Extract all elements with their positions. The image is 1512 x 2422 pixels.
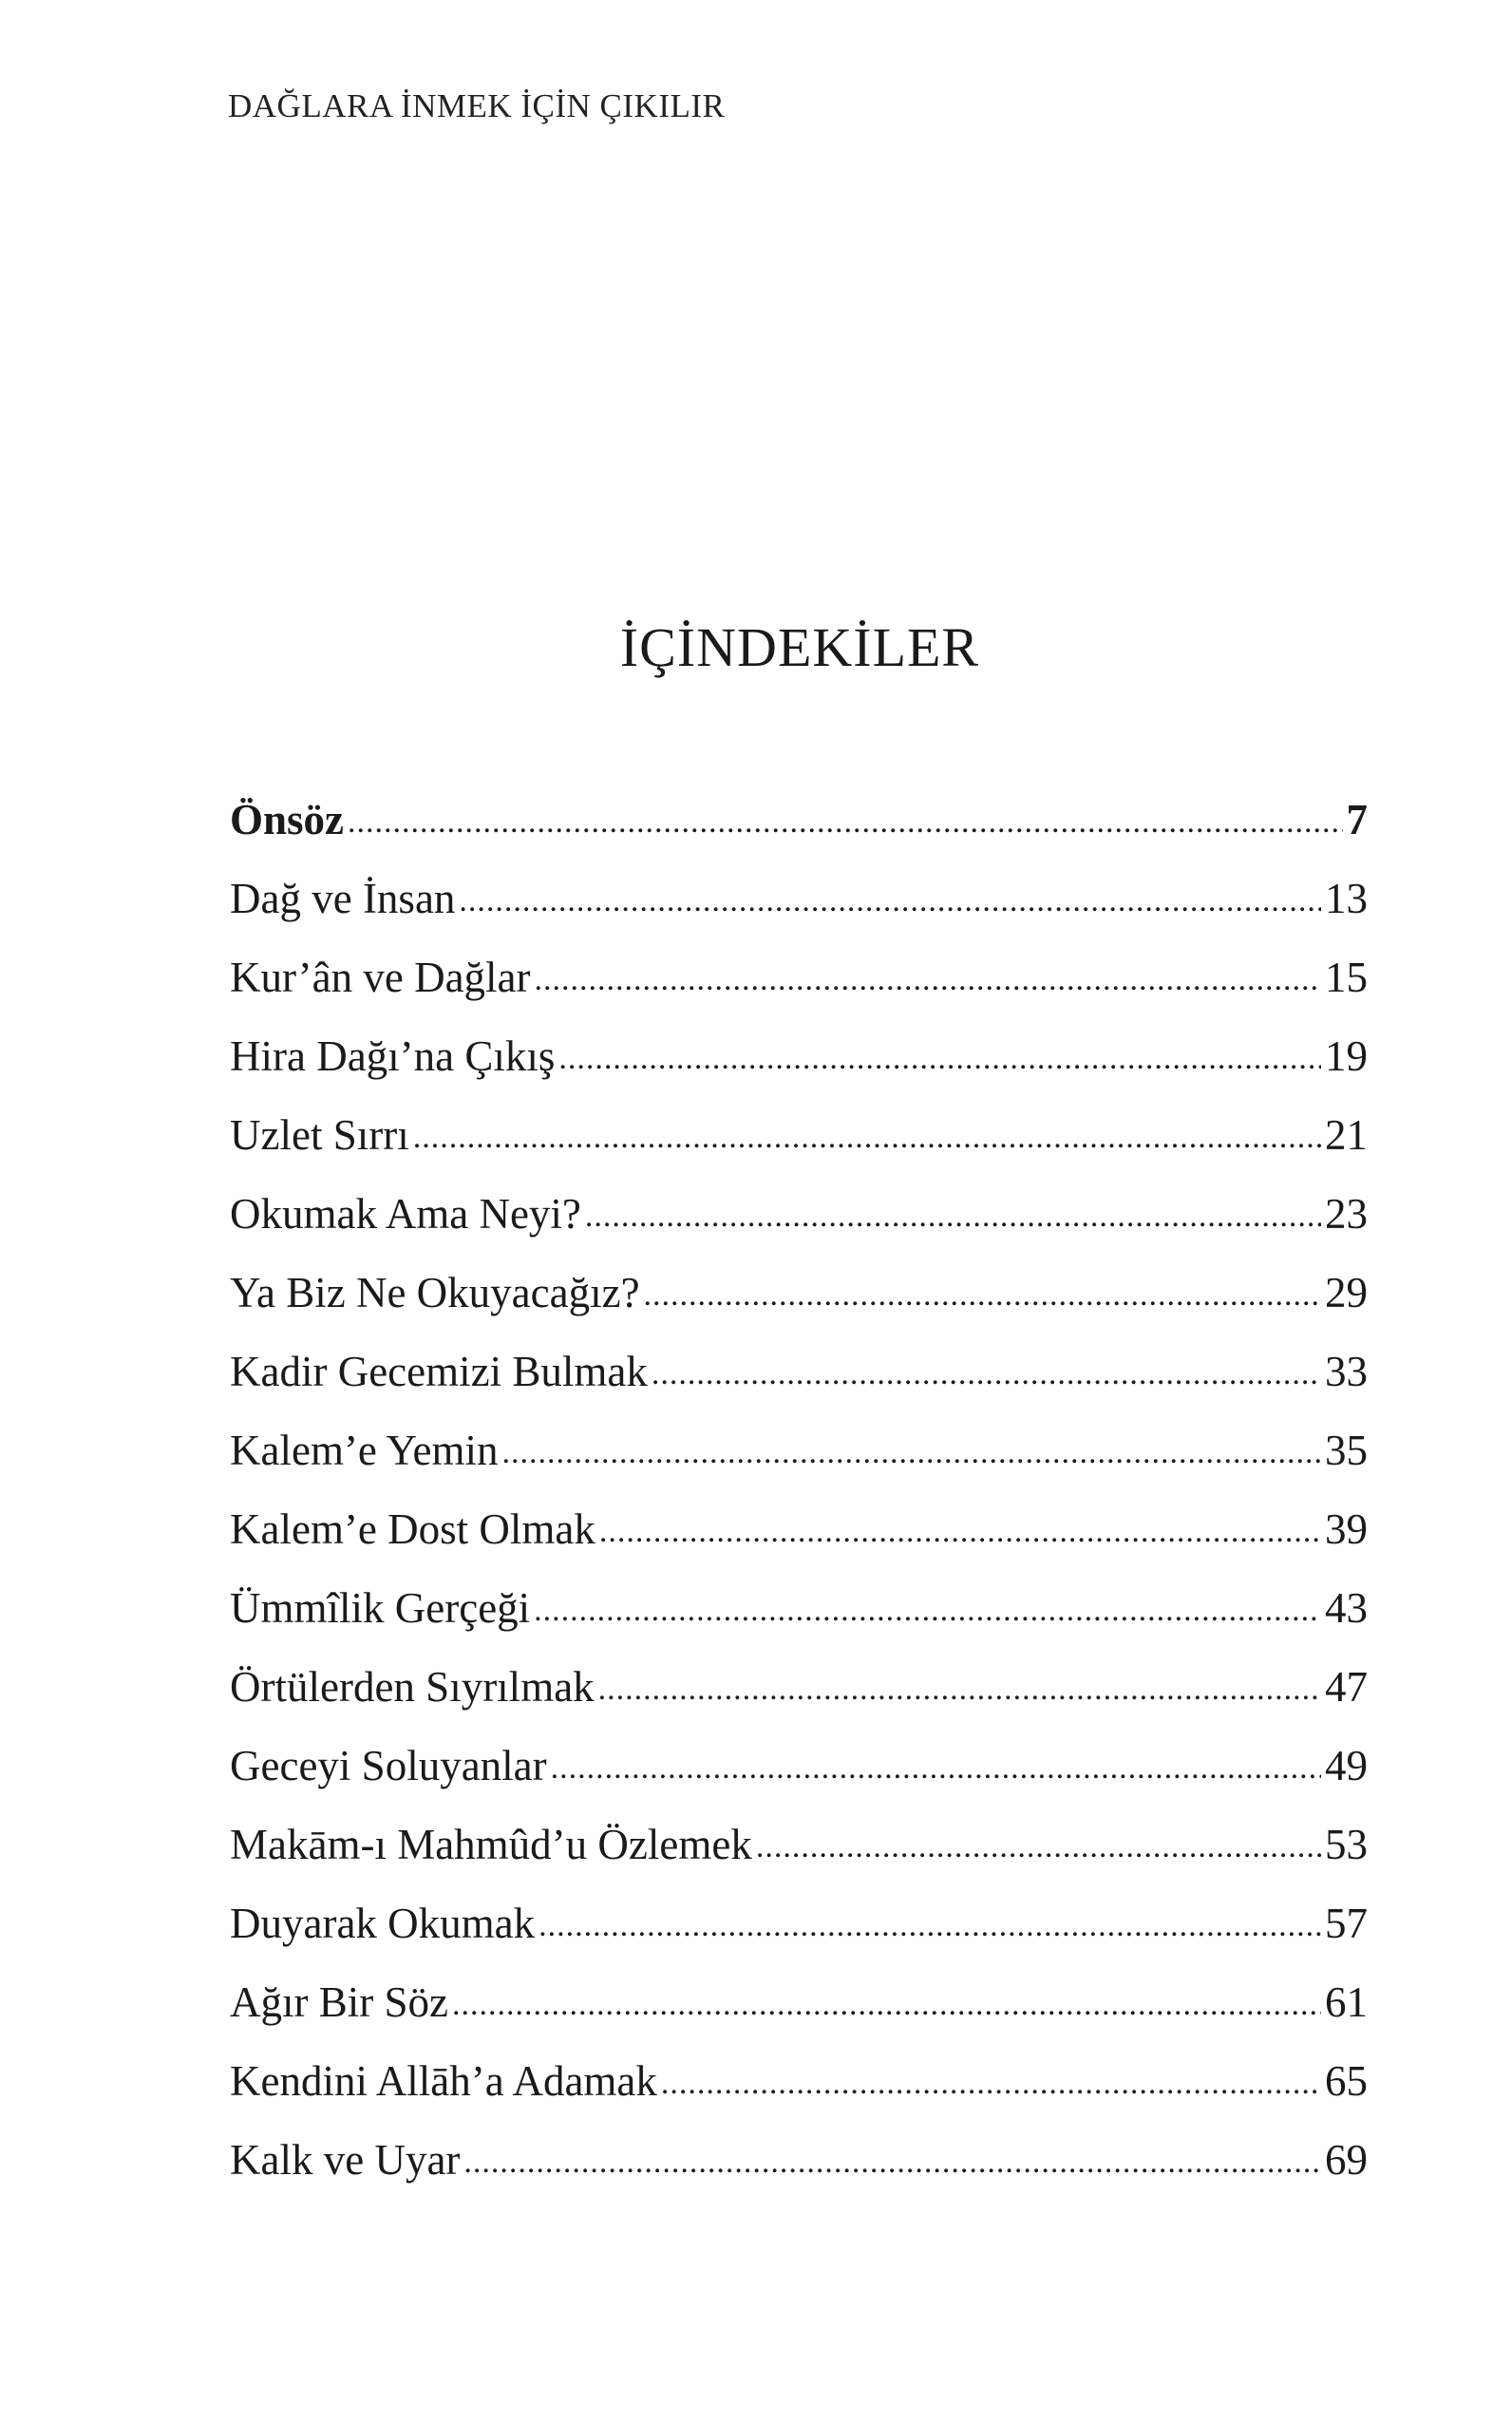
toc-entry	[230, 1028, 1368, 1107]
dot-leader	[599, 1499, 1321, 1561]
toc-entry	[230, 1501, 1368, 1580]
dot-leader	[534, 1578, 1321, 1639]
toc-entry-title: Kalk ve Uyar	[230, 2136, 461, 2184]
toc-entry-title: Örtülerden Sıyrılmak	[230, 1663, 595, 1711]
page-title: İÇİNDEKİLER	[619, 616, 980, 678]
toc-entry-page: 23	[1325, 1190, 1368, 1238]
toc-entry-page: 15	[1325, 954, 1368, 1001]
toc-entry	[230, 791, 1368, 870]
toc-entry	[230, 1185, 1368, 1264]
dot-leader	[551, 1735, 1321, 1797]
dot-leader	[661, 2051, 1321, 2112]
toc-entry-title: Önsöz	[230, 796, 345, 843]
toc-entry-page: 47	[1325, 1663, 1368, 1711]
dot-leader	[598, 1656, 1321, 1718]
dot-leader	[585, 1183, 1321, 1245]
toc-entry	[230, 870, 1368, 949]
toc-entry	[230, 2131, 1368, 2210]
dot-leader	[459, 868, 1321, 930]
toc-entry-page: 35	[1325, 1427, 1368, 1474]
toc-entry-title: Kalem’e Yemin	[230, 1427, 499, 1474]
toc-entry	[230, 1816, 1368, 1895]
toc-entry-page: 7	[1346, 796, 1368, 843]
toc-entry-title: Hira Dağı’na Çıkış	[230, 1032, 556, 1080]
toc-entry-page: 61	[1325, 1978, 1368, 2026]
dot-leader	[413, 1105, 1321, 1166]
toc-entry-page: 43	[1325, 1584, 1368, 1632]
toc-entry-title: Okumak Ama Neyi?	[230, 1190, 581, 1238]
dot-leader	[501, 1420, 1321, 1482]
toc-entry-title: Kur’ân ve Dağlar	[230, 954, 531, 1001]
toc-entry	[230, 1264, 1368, 1343]
toc-entry-page: 65	[1325, 2057, 1368, 2105]
toc-entry	[230, 1343, 1368, 1422]
toc-entry-page: 57	[1325, 1900, 1368, 1947]
toc-entry	[230, 1974, 1368, 2053]
toc-entry-title: Ya Biz Ne Okuyacağız?	[230, 1269, 640, 1316]
toc-entry-title: Ağır Bir Söz	[230, 1978, 448, 2026]
dot-leader	[348, 789, 1342, 851]
running-head: DAĞLARA İNMEK İÇİN ÇIKILIR	[228, 87, 726, 124]
toc-entry-page: 33	[1325, 1348, 1368, 1395]
toc-entry-title: Kadir Gecemizi Bulmak	[230, 1348, 648, 1395]
dot-leader	[539, 1893, 1321, 1955]
toc-entry-page: 53	[1325, 1821, 1368, 1868]
toc-entry-page: 19	[1325, 1032, 1368, 1080]
toc-entry-page: 13	[1325, 875, 1368, 922]
dot-leader	[463, 2129, 1321, 2191]
toc-entry	[230, 1422, 1368, 1501]
toc-entry	[230, 2053, 1368, 2131]
toc-entry-title: Dağ ve İnsan	[230, 875, 456, 922]
dot-leader	[452, 1972, 1321, 2034]
toc-entry-page: 69	[1325, 2136, 1368, 2184]
toc-entry-title: Kendini Allāh’a Adamak	[230, 2057, 657, 2105]
dot-leader	[535, 947, 1321, 1009]
table-of-contents	[230, 791, 1368, 2210]
dot-leader	[652, 1341, 1321, 1403]
toc-entry-title: Makām-ı Mahmûd’u Özlemek	[230, 1821, 752, 1868]
dot-leader	[756, 1814, 1321, 1876]
toc-entry-page: 29	[1325, 1269, 1368, 1316]
toc-entry	[230, 1895, 1368, 1974]
toc-entry-title: Geceyi Soluyanlar	[230, 1742, 547, 1789]
dot-leader	[644, 1262, 1321, 1324]
toc-entry	[230, 1580, 1368, 1658]
toc-entry-title: Duyarak Okumak	[230, 1900, 536, 1947]
toc-entry	[230, 949, 1368, 1028]
toc-entry-page: 21	[1325, 1111, 1368, 1159]
toc-entry-title: Kalem’e Dost Olmak	[230, 1505, 595, 1553]
dot-leader	[558, 1026, 1321, 1088]
toc-entry	[230, 1737, 1368, 1816]
toc-entry	[230, 1107, 1368, 1185]
toc-entry-title: Uzlet Sırrı	[230, 1111, 409, 1159]
toc-entry-page: 49	[1325, 1742, 1368, 1789]
toc-entry	[230, 1658, 1368, 1737]
toc-entry-title: Ümmîlik Gerçeği	[230, 1584, 531, 1632]
toc-entry-page: 39	[1325, 1505, 1368, 1553]
